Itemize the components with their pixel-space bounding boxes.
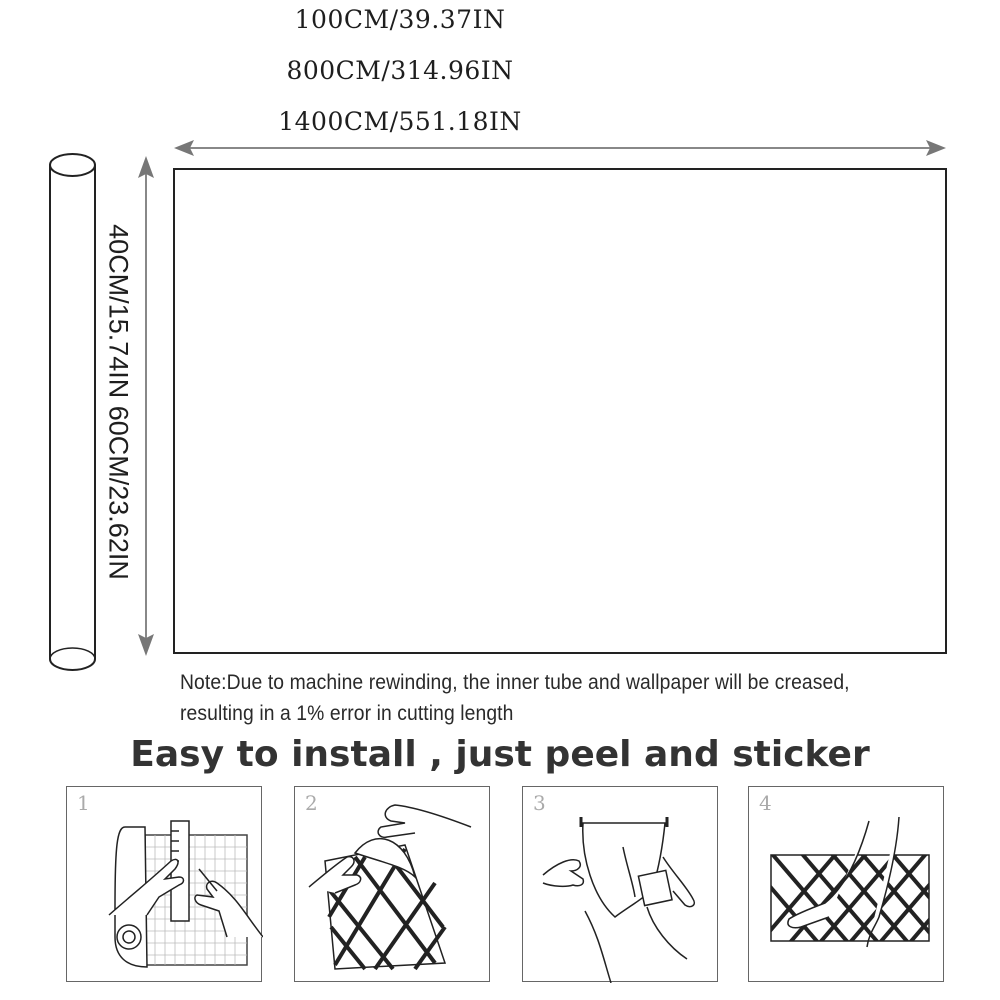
note-line-1: Note:Due to machine rewinding, the inner tube and wallpaper will be creased, (180, 671, 850, 694)
measure-cut-icon (67, 787, 263, 983)
step-1-panel (66, 786, 262, 982)
vertical-arrow-icon (138, 156, 154, 656)
horizontal-arrow-icon (174, 140, 946, 156)
step-1-number: 1 (77, 791, 90, 815)
smooth-wall-icon (523, 787, 719, 983)
wallpaper-sheet-outline (174, 169, 946, 653)
length-label-3: 1400CM/551.18IN (278, 107, 522, 136)
peel-backing-icon (295, 787, 491, 983)
step-3-number: 3 (533, 791, 546, 815)
width-label: 40CM/15.74IN 60CM/23.62IN (103, 224, 134, 580)
finished-wall-icon (749, 787, 945, 983)
wallpaper-roll-icon (50, 154, 95, 670)
length-label-1: 100CM/39.37IN (294, 5, 506, 34)
step-3-panel (522, 786, 718, 982)
note-line-2: resulting in a 1% error in cutting length (180, 702, 514, 725)
step-4-panel (748, 786, 944, 982)
install-headline: Easy to install , just peel and sticker (130, 734, 870, 775)
step-4-number: 4 (759, 791, 772, 815)
step-2-number: 2 (305, 791, 318, 815)
length-label-2: 800CM/314.96IN (286, 56, 514, 85)
step-2-panel (294, 786, 490, 982)
